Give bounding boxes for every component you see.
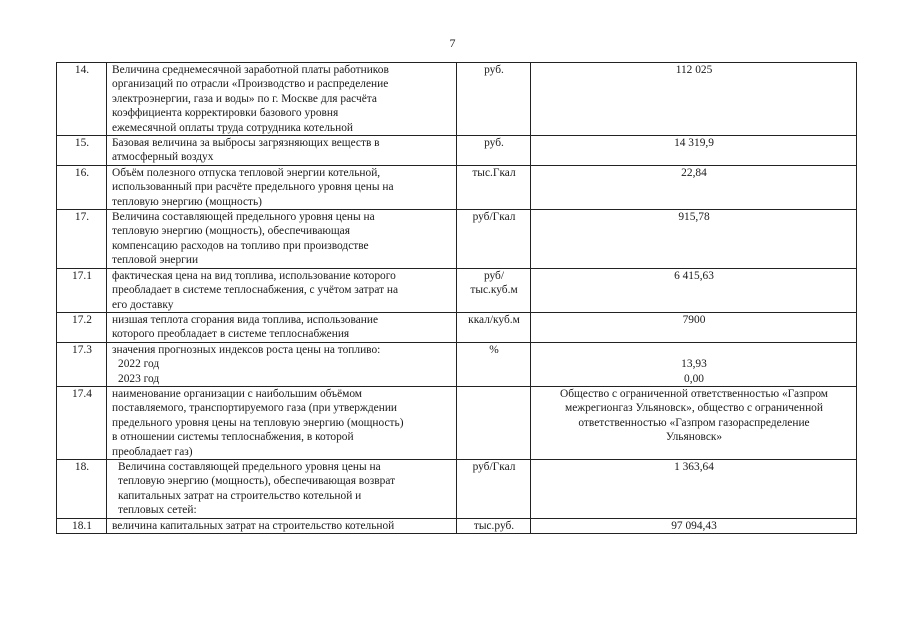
table-row — [57, 136, 857, 166]
row-name-year: 2022 год — [118, 358, 160, 371]
row-value-line: 915,78 — [678, 211, 710, 224]
row-value-line: 13,93 — [681, 358, 707, 371]
table-row — [57, 210, 857, 269]
row-value — [531, 136, 857, 166]
row-name-line: которого преобладает в системе теплоснабжения — [112, 328, 350, 341]
row-value-line: 97 094,43 — [671, 519, 717, 532]
table-row — [57, 63, 857, 136]
row-number: 18.1 — [57, 518, 107, 533]
row-value-line: межрегионгаз Ульяновск», общество с ограниченной — [565, 402, 823, 415]
row-value — [531, 312, 857, 342]
row-name-line: величина капитальных затрат на строительство котельной — [112, 519, 395, 532]
row-number: 14. — [57, 63, 107, 136]
parameters-table — [56, 62, 857, 534]
row-name-line: его доставку — [112, 298, 174, 311]
table-row — [57, 459, 857, 518]
row-value-line: ответственностью «Газпром газораспределение — [578, 416, 810, 429]
row-name-line: компенсацию расходов на топливо при производстве — [112, 239, 369, 252]
row-unit: руб. — [457, 63, 531, 136]
row-name-line: предельного уровня цены на тепловую энергию (мощность) — [112, 416, 404, 429]
row-number: 17.2 — [57, 312, 107, 342]
row-value-line: 14 319,9 — [674, 137, 714, 150]
row-name-line: Величина составляющей предельного уровня цены на — [118, 460, 381, 473]
row-name-line: наименование организации с наибольшим объёмом — [112, 387, 363, 400]
row-unit — [457, 268, 531, 312]
table-row — [57, 268, 857, 312]
row-unit: тыс.руб. — [457, 518, 531, 533]
row-number: 17.3 — [57, 342, 107, 386]
row-unit: руб/Гкал — [457, 210, 531, 269]
row-name-line: значения прогнозных индексов роста цены на топливо: — [112, 343, 381, 356]
row-name-line: атмосферный воздух — [112, 151, 214, 164]
row-name — [107, 136, 457, 166]
row-unit: тыс.Гкал — [457, 165, 531, 209]
row-value — [531, 268, 857, 312]
row-unit: % — [457, 342, 531, 386]
row-number: 17.4 — [57, 386, 107, 459]
row-value-line: 0,00 — [684, 372, 704, 385]
row-unit: руб/Гкал — [457, 459, 531, 518]
row-name-line: Базовая величина за выбросы загрязняющих веществ в — [112, 137, 380, 150]
row-value-line — [536, 343, 852, 357]
row-name — [107, 342, 457, 386]
row-name-line: Объём полезного отпуска тепловой энергии котельной, — [112, 166, 381, 179]
row-value — [531, 342, 857, 386]
row-name-line: коэффициента корректировки базового уровня — [112, 107, 339, 120]
row-name — [107, 268, 457, 312]
row-unit-line: руб/ — [483, 269, 505, 282]
row-value — [531, 63, 857, 136]
row-number: 17.1 — [57, 268, 107, 312]
row-name-line: тепловых сетей: — [118, 504, 197, 517]
row-name-line: тепловую энергию (мощность) — [112, 195, 262, 208]
row-name — [107, 63, 457, 136]
row-value — [531, 518, 857, 533]
row-value — [531, 165, 857, 209]
table-row — [57, 342, 857, 386]
row-name-line: преобладает газ) — [112, 445, 193, 458]
row-name-line: в отношении системы теплоснабжения, в которой — [112, 431, 354, 444]
row-name-line: низшая теплота сгорания вида топлива, использование — [112, 313, 379, 326]
row-number: 15. — [57, 136, 107, 166]
table-row — [57, 165, 857, 209]
row-number: 16. — [57, 165, 107, 209]
table-row — [57, 312, 857, 342]
row-name — [107, 386, 457, 459]
table-row — [57, 518, 857, 533]
page-number: 7 — [449, 36, 456, 50]
row-value-line: Ульяновск» — [665, 431, 723, 444]
row-value-line: 22,84 — [681, 166, 707, 179]
table-row — [57, 386, 857, 459]
row-name — [107, 165, 457, 209]
row-value-line: Общество с ограниченной ответственностью «Газпром — [559, 387, 829, 400]
row-value — [531, 210, 857, 269]
row-name-line: капитальных затрат на строительство котельной и — [118, 489, 362, 502]
row-value-line: 7900 — [682, 313, 706, 326]
row-name-line: преобладает в системе теплоснабжения, с учётом затрат на — [112, 284, 399, 297]
row-value-line: 6 415,63 — [674, 269, 714, 282]
row-name-line: Величина составляющей предельного уровня цены на — [112, 211, 375, 224]
row-name-line: Величина среднемесячной заработной платы работников — [112, 64, 389, 76]
row-unit — [457, 386, 531, 459]
row-number: 18. — [57, 459, 107, 518]
row-name-line: организаций по отрасли «Производство и распределение — [112, 78, 389, 91]
row-name-year: 2023 год — [118, 372, 160, 385]
row-value-line: 1 363,64 — [674, 460, 714, 473]
row-name-line: электроэнергии, газа и воды» по г. Москве для расчёта — [112, 92, 377, 105]
row-value-line: 112 025 — [675, 64, 713, 76]
row-unit: руб. — [457, 136, 531, 166]
row-name-line: тепловую энергию (мощность), обеспечивающая возврат — [118, 475, 396, 488]
row-value — [531, 386, 857, 459]
row-name-line: тепловой энергии — [112, 254, 199, 267]
row-name — [107, 459, 457, 518]
row-name-line: использованный при расчёте предельного уровня цены на — [112, 181, 394, 194]
row-name — [107, 518, 457, 533]
row-value — [531, 459, 857, 518]
row-name-line: тепловую энергию (мощность), обеспечивающая — [112, 225, 350, 238]
row-name — [107, 210, 457, 269]
row-unit: ккал/куб.м — [457, 312, 531, 342]
table-body — [57, 63, 857, 534]
row-number: 17. — [57, 210, 107, 269]
row-name — [107, 312, 457, 342]
row-name-line: фактическая цена на вид топлива, использование которого — [112, 269, 396, 282]
row-name-line: ежемесячной оплаты труда сотрудника котельной — [112, 121, 353, 134]
row-unit-line: тыс.куб.м — [470, 284, 518, 297]
row-name-line: поставляемого, транспортируемого газа (при утверждении — [112, 402, 398, 415]
